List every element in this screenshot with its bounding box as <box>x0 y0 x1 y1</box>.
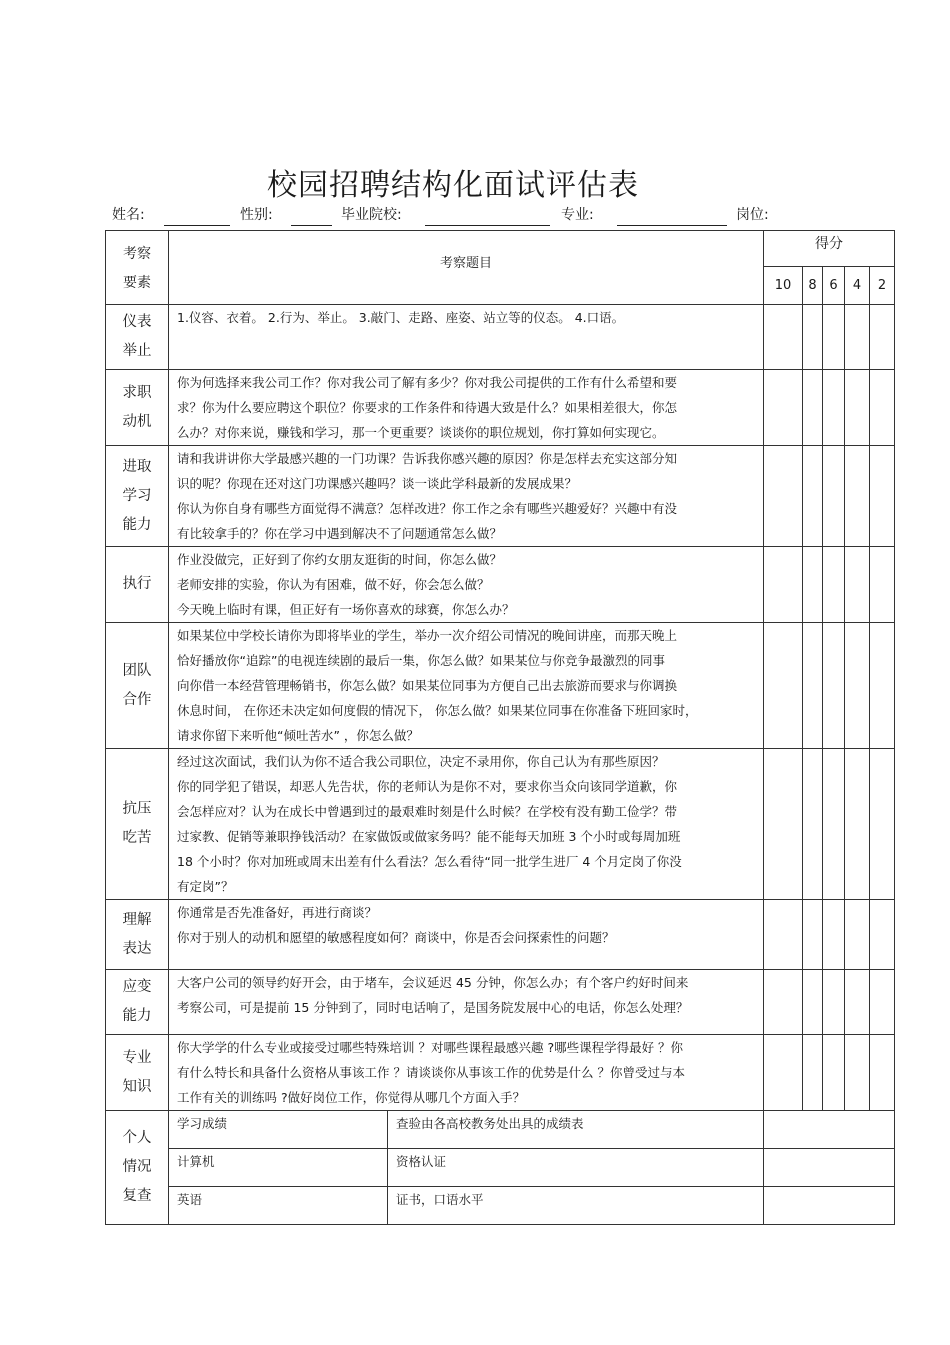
criterion-questions <box>169 749 764 900</box>
criterion-questions <box>169 370 764 446</box>
score-cell[interactable] <box>823 370 845 446</box>
question-line: 求？你为什么要应聘这个职位？你要求的工作条件和待遇大致是什么？如果相差很大，你怎 <box>177 400 678 415</box>
criterion-questions <box>169 623 764 749</box>
score-cell[interactable] <box>764 749 803 900</box>
question-line: 请和我讲讲你大学最感兴趣的一门功课？告诉我你感兴趣的原因？你是怎样去充实这部分知 <box>177 451 678 466</box>
school-label: 毕业院校: <box>341 207 402 223</box>
score-cell[interactable] <box>870 305 895 370</box>
question-line: 过家教、促销等兼职挣钱活动？在家做饭或做家务吗？能不能每天加班 3 个小时或每周加班 <box>177 829 681 844</box>
personal-row <box>106 1187 895 1225</box>
criterion-row <box>106 305 895 370</box>
score-cell[interactable] <box>870 1035 895 1111</box>
element-header: 考察 要素 <box>106 231 169 305</box>
question-line: 考察公司，可是提前 15 分钟到了，同时电话响了，是国务院发展中心的电话，你怎么处理？ <box>177 1000 689 1015</box>
criterion-row <box>106 446 895 547</box>
score-cell[interactable] <box>764 900 803 970</box>
criterion-row <box>106 370 895 446</box>
criterion-questions <box>169 1035 764 1111</box>
criterion-row <box>106 623 895 749</box>
score-cell[interactable] <box>823 446 845 547</box>
criterion-row <box>106 547 895 623</box>
criterion-questions <box>169 970 764 1035</box>
question-line: 有什么特长和具备什么资格从事该工作 ？请谈谈你从事该工作的优势是什么 ？你曾受过与本 <box>177 1065 685 1080</box>
question-line: 今天晚上临时有课，但正好有一场你喜欢的球赛，你怎么办？ <box>177 602 515 617</box>
criterion-element: 仪表 举止 <box>106 305 169 370</box>
score-cell[interactable] <box>764 305 803 370</box>
score-cell[interactable] <box>764 547 803 623</box>
question-line: 作业没做完，正好到了你约女朋友逛街的时间，你怎么做？ <box>177 552 503 567</box>
score-cell[interactable] <box>823 547 845 623</box>
personal-check-method: 证书，口语水平 <box>388 1187 764 1225</box>
question-line: 18 个小时？你对加班或周末出差有什么看法？怎么看待“同一批学生进厂 4 个月定岗了你没 <box>177 854 682 869</box>
score-level-10: 10 <box>764 267 803 305</box>
score-cell[interactable] <box>870 900 895 970</box>
personal-item: 英语 <box>169 1187 388 1225</box>
criterion-questions <box>169 547 764 623</box>
question-line: 你对于别人的动机和愿望的敏感程度如何？商谈中，你是否会问探索性的问题？ <box>177 930 615 945</box>
score-level-8: 8 <box>803 267 823 305</box>
gender-label: 性别: <box>240 207 273 223</box>
score-cell[interactable] <box>823 1035 845 1111</box>
question-line: 么办？对你来说，赚钱和学习，那一个更重要？谈谈你的职位规划，你打算如何实现它。 <box>177 425 665 440</box>
question-line: 向你借一本经营管理畅销书，你怎么做？如果某位同事为方便自己出去旅游而要求与你调换 <box>177 678 678 693</box>
score-cell[interactable] <box>803 547 823 623</box>
personal-result-cell[interactable] <box>764 1187 895 1225</box>
personal-item: 计算机 <box>169 1149 388 1187</box>
criterion-element: 专业 知识 <box>106 1035 169 1111</box>
question-line: 你认为你自身有哪些方面觉得不满意？怎样改进？你工作之余有哪些兴趣爱好？兴趣中有没 <box>177 501 678 516</box>
score-cell[interactable] <box>845 305 870 370</box>
question-line: 你为何选择来我公司工作？你对我公司了解有多少？你对我公司提供的工作有什么希望和要 <box>177 375 678 390</box>
major-label: 专业: <box>561 207 594 223</box>
name-field[interactable] <box>164 225 230 226</box>
criterion-questions <box>169 305 764 370</box>
personal-result-cell[interactable] <box>764 1149 895 1187</box>
question-line: 如果某位中学校长请你为即将毕业的学生，举办一次介绍公司情况的晚间讲座，而那天晚上 <box>177 628 678 643</box>
topic-header: 考察题目 <box>169 231 764 305</box>
score-level-2: 2 <box>870 267 895 305</box>
score-level-6: 6 <box>823 267 845 305</box>
header-row <box>106 231 895 267</box>
score-cell[interactable] <box>803 370 823 446</box>
question-line: 会怎样应对？认为在成长中曾遇到过的最艰难时刻是什么时候？在学校有没有勤工俭学？带 <box>177 804 678 819</box>
score-cell[interactable] <box>870 970 895 1035</box>
score-cell[interactable] <box>845 970 870 1035</box>
score-cell[interactable] <box>803 446 823 547</box>
criterion-element: 抗压 吃苦 <box>106 749 169 900</box>
post-label: 岗位: <box>736 207 769 223</box>
question-line: 老师安排的实验，你认为有困难，做不好，你会怎么做？ <box>177 577 490 592</box>
personal-item: 学习成绩 <box>169 1111 388 1149</box>
score-cell[interactable] <box>845 547 870 623</box>
evaluation-table <box>105 230 895 1225</box>
score-cell[interactable] <box>764 1035 803 1111</box>
score-cell[interactable] <box>845 1035 870 1111</box>
criterion-questions <box>169 900 764 970</box>
major-field[interactable] <box>617 225 727 226</box>
score-cell[interactable] <box>803 970 823 1035</box>
score-cell[interactable] <box>845 900 870 970</box>
score-cell[interactable] <box>764 370 803 446</box>
gender-field[interactable] <box>291 225 332 226</box>
score-cell[interactable] <box>823 749 845 900</box>
score-cell[interactable] <box>803 623 823 749</box>
criterion-row <box>106 1035 895 1111</box>
question-line: 1.仪容、衣着。 2.行为、举止。 3.敲门、走路、座姿、站立等的仪态。 4.口语。 <box>177 310 625 325</box>
question-line: 你的同学犯了错误，却恶人先告状，你的老师认为是你不对，要求你当众向该同学道歉，你 <box>177 779 678 794</box>
criterion-questions <box>169 446 764 547</box>
score-cell[interactable] <box>845 623 870 749</box>
score-cell[interactable] <box>823 305 845 370</box>
personal-row <box>106 1149 895 1187</box>
score-cell[interactable] <box>870 370 895 446</box>
question-line: 经过这次面试，我们认为你不适合我公司职位，决定不录用你，你自己认为有那些原因？ <box>177 754 665 769</box>
criterion-element: 进取 学习 能力 <box>106 446 169 547</box>
score-cell[interactable] <box>870 446 895 547</box>
personal-result-cell[interactable] <box>764 1111 895 1149</box>
question-line: 工作有关的训练吗 ?做好岗位工作，你觉得从哪几个方面入手？ <box>177 1090 526 1105</box>
score-cell[interactable] <box>870 749 895 900</box>
score-cell[interactable] <box>823 970 845 1035</box>
criterion-element: 求职 动机 <box>106 370 169 446</box>
score-cell[interactable] <box>845 370 870 446</box>
question-line: 你大学学的什么专业或接受过哪些特殊培训 ？对哪些课程最感兴趣 ?哪些课程学得最好 ？你 <box>177 1040 684 1055</box>
score-level-4: 4 <box>845 267 870 305</box>
personal-row <box>106 1111 895 1149</box>
score-cell[interactable] <box>803 1035 823 1111</box>
score-cell[interactable] <box>764 970 803 1035</box>
question-line: 休息时间， 在你还未决定如何度假的情况下， 你怎么做？如果某位同事在你准备下班回家时， <box>177 703 698 718</box>
question-line: 有比较拿手的？你在学习中遇到解决不了问题通常怎么做？ <box>177 526 503 541</box>
score-cell[interactable] <box>823 900 845 970</box>
score-cell[interactable] <box>803 305 823 370</box>
criterion-row <box>106 749 895 900</box>
criterion-row <box>106 900 895 970</box>
candidate-info <box>112 204 902 228</box>
score-cell[interactable] <box>803 900 823 970</box>
score-cell[interactable] <box>803 749 823 900</box>
question-line: 识的呢？你现在还对这门功课感兴趣吗？谈一谈此学科最新的发展成果？ <box>177 476 578 491</box>
criterion-element: 团队 合作 <box>106 623 169 749</box>
question-line: 有定岗”？ <box>177 879 234 894</box>
question-line: 请求你留下来听他“倾吐苦水” ，你怎么做？ <box>177 728 419 743</box>
score-header: 得分 <box>764 231 895 267</box>
score-cell[interactable] <box>870 547 895 623</box>
personal-element: 个人 情况 复查 <box>106 1111 169 1225</box>
criterion-element: 执行 <box>106 547 169 623</box>
school-field[interactable] <box>425 225 550 226</box>
personal-check-method: 资格认证 <box>388 1149 764 1187</box>
criterion-row <box>106 970 895 1035</box>
name-label: 姓名: <box>112 207 145 223</box>
question-line: 你通常是否先准备好，再进行商谈？ <box>177 905 378 920</box>
score-cell[interactable] <box>845 749 870 900</box>
criterion-element: 理解 表达 <box>106 900 169 970</box>
score-cell[interactable] <box>823 623 845 749</box>
personal-check-method: 查验由各高校教务处出具的成绩表 <box>388 1111 764 1149</box>
score-cell[interactable] <box>845 446 870 547</box>
criterion-element: 应变 能力 <box>106 970 169 1035</box>
score-cell[interactable] <box>870 623 895 749</box>
score-cell[interactable] <box>764 623 803 749</box>
question-line: 大客户公司的领导约好开会，由于堵车，会议延迟 45 分钟，你怎么办；有个客户约好时间来 <box>177 975 689 990</box>
score-cell[interactable] <box>764 446 803 547</box>
question-line: 恰好播放你“追踪”的电视连续剧的最后一集，你怎么做？如果某位与你竞争最激烈的同事 <box>177 653 665 668</box>
page-title: 校园招聘结构化面试评估表 <box>267 168 639 203</box>
